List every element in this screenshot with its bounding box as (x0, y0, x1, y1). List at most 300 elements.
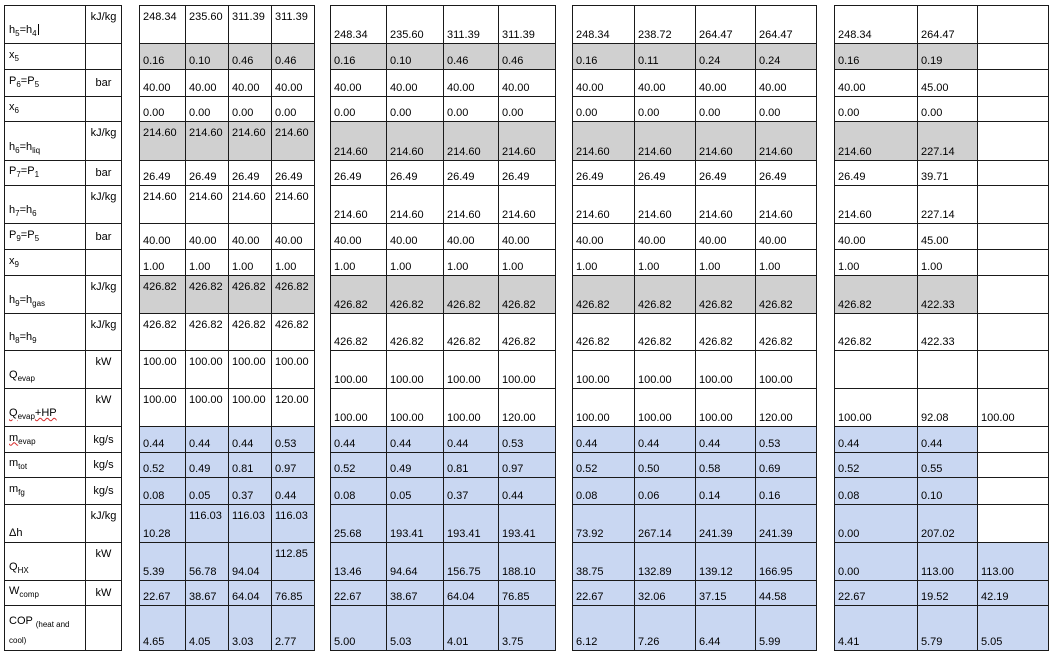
data-cell[interactable] (228, 313, 272, 351)
data-cell[interactable] (228, 350, 272, 389)
data-cell[interactable] (634, 452, 696, 478)
data-cell[interactable] (443, 43, 499, 70)
data-cell[interactable] (977, 542, 1049, 581)
data-cell[interactable] (917, 223, 978, 250)
data-cell[interactable] (695, 121, 756, 161)
row-label[interactable] (4, 5, 86, 44)
data-cell[interactable] (755, 313, 817, 351)
data-cell[interactable] (185, 542, 229, 581)
data-cell[interactable] (634, 275, 696, 314)
data-cell[interactable] (386, 580, 444, 606)
data-cell[interactable] (443, 477, 499, 505)
row-label[interactable] (4, 580, 86, 606)
data-cell[interactable] (755, 452, 817, 478)
data-cell[interactable] (330, 426, 387, 453)
unit-cell[interactable] (85, 223, 122, 250)
data-cell[interactable] (695, 160, 756, 186)
data-cell[interactable] (386, 185, 444, 224)
data-cell[interactable] (139, 426, 186, 453)
data-cell[interactable] (977, 69, 1049, 97)
row-label[interactable] (4, 96, 86, 122)
data-cell[interactable] (695, 605, 756, 651)
data-cell[interactable] (917, 5, 978, 44)
data-cell[interactable] (917, 426, 978, 453)
unit-cell[interactable] (85, 605, 122, 651)
data-cell[interactable] (572, 69, 635, 97)
data-cell[interactable] (185, 121, 229, 161)
data-cell[interactable] (330, 223, 387, 250)
data-cell[interactable] (386, 223, 444, 250)
data-cell[interactable] (917, 542, 978, 581)
data-cell[interactable] (386, 69, 444, 97)
data-cell[interactable] (386, 542, 444, 581)
row-label[interactable] (4, 350, 86, 389)
unit-cell[interactable] (85, 69, 122, 97)
data-cell[interactable] (498, 185, 556, 224)
data-cell[interactable] (185, 388, 229, 427)
data-cell[interactable] (634, 121, 696, 161)
unit-cell[interactable] (85, 5, 122, 44)
data-cell[interactable] (139, 542, 186, 581)
data-cell[interactable] (634, 477, 696, 505)
data-cell[interactable] (498, 69, 556, 97)
data-cell[interactable] (139, 249, 186, 276)
data-cell[interactable] (185, 580, 229, 606)
data-cell[interactable] (834, 96, 918, 122)
data-cell[interactable] (695, 350, 756, 389)
data-cell[interactable] (834, 542, 918, 581)
unit-cell[interactable] (85, 477, 122, 505)
data-cell[interactable] (139, 121, 186, 161)
data-cell[interactable] (185, 223, 229, 250)
data-cell[interactable] (572, 121, 635, 161)
data-cell[interactable] (185, 69, 229, 97)
row-label[interactable] (4, 223, 86, 250)
data-cell[interactable] (271, 426, 315, 453)
data-cell[interactable] (185, 96, 229, 122)
data-cell[interactable] (271, 43, 315, 70)
data-cell[interactable] (572, 96, 635, 122)
data-cell[interactable] (386, 504, 444, 543)
data-cell[interactable] (330, 160, 387, 186)
data-cell[interactable] (917, 275, 978, 314)
data-cell[interactable] (634, 249, 696, 276)
data-cell[interactable] (634, 96, 696, 122)
data-cell[interactable] (139, 580, 186, 606)
data-cell[interactable] (695, 249, 756, 276)
data-cell[interactable] (185, 185, 229, 224)
data-cell[interactable] (834, 388, 918, 427)
data-cell[interactable] (228, 388, 272, 427)
data-cell[interactable] (917, 504, 978, 543)
data-cell[interactable] (634, 43, 696, 70)
data-cell[interactable] (572, 580, 635, 606)
data-cell[interactable] (330, 388, 387, 427)
data-cell[interactable] (185, 313, 229, 351)
data-cell[interactable] (917, 185, 978, 224)
data-cell[interactable] (386, 43, 444, 70)
unit-cell[interactable] (85, 580, 122, 606)
data-cell[interactable] (695, 313, 756, 351)
data-cell[interactable] (139, 605, 186, 651)
data-cell[interactable] (977, 121, 1049, 161)
data-cell[interactable] (271, 121, 315, 161)
data-cell[interactable] (634, 542, 696, 581)
data-cell[interactable] (755, 223, 817, 250)
data-cell[interactable] (330, 185, 387, 224)
data-cell[interactable] (572, 223, 635, 250)
data-cell[interactable] (834, 43, 918, 70)
data-cell[interactable] (330, 542, 387, 581)
data-cell[interactable] (917, 605, 978, 651)
row-label[interactable] (4, 504, 86, 543)
data-cell[interactable] (977, 426, 1049, 453)
data-cell[interactable] (228, 43, 272, 70)
data-cell[interactable] (834, 5, 918, 44)
data-cell[interactable] (139, 477, 186, 505)
data-cell[interactable] (917, 121, 978, 161)
data-cell[interactable] (228, 160, 272, 186)
data-cell[interactable] (498, 160, 556, 186)
data-cell[interactable] (695, 504, 756, 543)
data-cell[interactable] (330, 452, 387, 478)
data-cell[interactable] (443, 223, 499, 250)
data-cell[interactable] (834, 275, 918, 314)
data-cell[interactable] (228, 580, 272, 606)
data-cell[interactable] (977, 223, 1049, 250)
data-cell[interactable] (498, 223, 556, 250)
data-cell[interactable] (917, 249, 978, 276)
data-cell[interactable] (271, 69, 315, 97)
data-cell[interactable] (977, 388, 1049, 427)
data-cell[interactable] (977, 96, 1049, 122)
data-cell[interactable] (139, 96, 186, 122)
data-cell[interactable] (917, 43, 978, 70)
data-cell[interactable] (139, 43, 186, 70)
data-cell[interactable] (755, 69, 817, 97)
data-cell[interactable] (185, 5, 229, 44)
data-cell[interactable] (443, 96, 499, 122)
data-cell[interactable] (695, 580, 756, 606)
data-cell[interactable] (271, 350, 315, 389)
data-cell[interactable] (271, 275, 315, 314)
data-cell[interactable] (139, 388, 186, 427)
data-cell[interactable] (755, 580, 817, 606)
data-cell[interactable] (228, 249, 272, 276)
data-cell[interactable] (695, 426, 756, 453)
data-cell[interactable] (139, 350, 186, 389)
data-cell[interactable] (386, 313, 444, 351)
unit-cell[interactable] (85, 388, 122, 427)
data-cell[interactable] (755, 43, 817, 70)
data-cell[interactable] (755, 185, 817, 224)
data-cell[interactable] (834, 185, 918, 224)
unit-cell[interactable] (85, 426, 122, 453)
data-cell[interactable] (634, 313, 696, 351)
data-cell[interactable] (634, 504, 696, 543)
data-cell[interactable] (977, 160, 1049, 186)
data-cell[interactable] (386, 388, 444, 427)
data-cell[interactable] (977, 185, 1049, 224)
data-cell[interactable] (977, 249, 1049, 276)
data-cell[interactable] (572, 275, 635, 314)
row-label[interactable] (4, 388, 86, 427)
data-cell[interactable] (917, 160, 978, 186)
data-cell[interactable] (634, 223, 696, 250)
unit-cell[interactable] (85, 313, 122, 351)
data-cell[interactable] (572, 313, 635, 351)
data-cell[interactable] (139, 160, 186, 186)
data-cell[interactable] (834, 477, 918, 505)
data-cell[interactable] (330, 5, 387, 44)
data-cell[interactable] (185, 350, 229, 389)
data-cell[interactable] (834, 313, 918, 351)
data-cell[interactable] (755, 542, 817, 581)
data-cell[interactable] (330, 504, 387, 543)
data-cell[interactable] (755, 477, 817, 505)
data-cell[interactable] (917, 350, 978, 389)
data-cell[interactable] (386, 249, 444, 276)
row-label[interactable] (4, 452, 86, 478)
data-cell[interactable] (498, 504, 556, 543)
data-cell[interactable] (917, 96, 978, 122)
data-cell[interactable] (917, 69, 978, 97)
data-cell[interactable] (271, 605, 315, 651)
data-cell[interactable] (330, 249, 387, 276)
data-cell[interactable] (977, 452, 1049, 478)
data-cell[interactable] (443, 160, 499, 186)
data-cell[interactable] (386, 275, 444, 314)
row-label[interactable] (4, 185, 86, 224)
data-cell[interactable] (498, 121, 556, 161)
data-cell[interactable] (498, 426, 556, 453)
data-cell[interactable] (443, 542, 499, 581)
data-cell[interactable] (834, 160, 918, 186)
data-cell[interactable] (228, 185, 272, 224)
row-label[interactable] (4, 477, 86, 505)
data-cell[interactable] (271, 313, 315, 351)
data-cell[interactable] (185, 504, 229, 543)
data-cell[interactable] (572, 388, 635, 427)
data-cell[interactable] (228, 275, 272, 314)
data-cell[interactable] (755, 5, 817, 44)
unit-cell[interactable] (85, 43, 122, 70)
data-cell[interactable] (977, 477, 1049, 505)
data-cell[interactable] (572, 185, 635, 224)
data-cell[interactable] (695, 223, 756, 250)
data-cell[interactable] (498, 5, 556, 44)
data-cell[interactable] (977, 605, 1049, 651)
data-cell[interactable] (834, 350, 918, 389)
data-cell[interactable] (834, 426, 918, 453)
data-cell[interactable] (917, 477, 978, 505)
data-cell[interactable] (386, 96, 444, 122)
row-label[interactable] (4, 605, 86, 651)
data-cell[interactable] (443, 452, 499, 478)
data-cell[interactable] (498, 477, 556, 505)
data-cell[interactable] (755, 426, 817, 453)
data-cell[interactable] (330, 43, 387, 70)
data-cell[interactable] (572, 477, 635, 505)
data-cell[interactable] (443, 388, 499, 427)
data-cell[interactable] (139, 185, 186, 224)
data-cell[interactable] (139, 223, 186, 250)
data-cell[interactable] (572, 350, 635, 389)
row-label[interactable] (4, 313, 86, 351)
data-cell[interactable] (498, 96, 556, 122)
data-cell[interactable] (271, 542, 315, 581)
data-cell[interactable] (185, 43, 229, 70)
data-cell[interactable] (443, 69, 499, 97)
data-cell[interactable] (498, 350, 556, 389)
data-cell[interactable] (977, 580, 1049, 606)
unit-cell[interactable] (85, 504, 122, 543)
data-cell[interactable] (185, 275, 229, 314)
data-cell[interactable] (228, 5, 272, 44)
data-cell[interactable] (834, 504, 918, 543)
data-cell[interactable] (271, 452, 315, 478)
data-cell[interactable] (977, 350, 1049, 389)
data-cell[interactable] (443, 275, 499, 314)
data-cell[interactable] (755, 275, 817, 314)
data-cell[interactable] (139, 69, 186, 97)
data-cell[interactable] (498, 388, 556, 427)
data-cell[interactable] (271, 5, 315, 44)
data-cell[interactable] (139, 504, 186, 543)
data-cell[interactable] (695, 43, 756, 70)
data-cell[interactable] (330, 350, 387, 389)
unit-cell[interactable] (85, 121, 122, 161)
data-cell[interactable] (755, 504, 817, 543)
data-cell[interactable] (755, 605, 817, 651)
data-cell[interactable] (443, 350, 499, 389)
data-cell[interactable] (228, 477, 272, 505)
data-cell[interactable] (271, 160, 315, 186)
data-cell[interactable] (834, 69, 918, 97)
data-cell[interactable] (634, 426, 696, 453)
data-cell[interactable] (634, 388, 696, 427)
row-label[interactable] (4, 426, 86, 453)
data-cell[interactable] (977, 43, 1049, 70)
unit-cell[interactable] (85, 160, 122, 186)
data-cell[interactable] (443, 249, 499, 276)
row-label[interactable] (4, 249, 86, 276)
unit-cell[interactable] (85, 542, 122, 581)
data-cell[interactable] (386, 426, 444, 453)
data-cell[interactable] (695, 542, 756, 581)
data-cell[interactable] (443, 605, 499, 651)
data-cell[interactable] (917, 388, 978, 427)
data-cell[interactable] (386, 121, 444, 161)
data-cell[interactable] (228, 121, 272, 161)
data-cell[interactable] (443, 121, 499, 161)
data-cell[interactable] (498, 275, 556, 314)
unit-cell[interactable] (85, 452, 122, 478)
data-cell[interactable] (917, 452, 978, 478)
data-cell[interactable] (634, 160, 696, 186)
data-cell[interactable] (572, 43, 635, 70)
unit-cell[interactable] (85, 96, 122, 122)
data-cell[interactable] (917, 313, 978, 351)
data-cell[interactable] (755, 249, 817, 276)
data-cell[interactable] (634, 580, 696, 606)
data-cell[interactable] (139, 452, 186, 478)
data-cell[interactable] (498, 452, 556, 478)
data-cell[interactable] (330, 580, 387, 606)
data-cell[interactable] (271, 477, 315, 505)
data-cell[interactable] (498, 313, 556, 351)
data-cell[interactable] (634, 69, 696, 97)
data-cell[interactable] (386, 452, 444, 478)
data-cell[interactable] (228, 223, 272, 250)
data-cell[interactable] (386, 350, 444, 389)
data-cell[interactable] (834, 121, 918, 161)
row-label[interactable] (4, 121, 86, 161)
data-cell[interactable] (834, 223, 918, 250)
data-cell[interactable] (572, 542, 635, 581)
data-cell[interactable] (139, 275, 186, 314)
data-cell[interactable] (755, 160, 817, 186)
data-cell[interactable] (572, 249, 635, 276)
data-cell[interactable] (386, 160, 444, 186)
data-cell[interactable] (498, 580, 556, 606)
data-cell[interactable] (695, 5, 756, 44)
data-cell[interactable] (443, 5, 499, 44)
data-cell[interactable] (271, 504, 315, 543)
data-cell[interactable] (271, 249, 315, 276)
data-cell[interactable] (386, 605, 444, 651)
data-cell[interactable] (755, 350, 817, 389)
data-cell[interactable] (330, 275, 387, 314)
data-cell[interactable] (330, 313, 387, 351)
data-cell[interactable] (834, 605, 918, 651)
data-cell[interactable] (330, 96, 387, 122)
data-cell[interactable] (917, 580, 978, 606)
data-cell[interactable] (572, 426, 635, 453)
row-label[interactable] (4, 69, 86, 97)
data-cell[interactable] (330, 477, 387, 505)
data-cell[interactable] (498, 43, 556, 70)
data-cell[interactable] (572, 160, 635, 186)
data-cell[interactable] (185, 477, 229, 505)
data-cell[interactable] (695, 185, 756, 224)
data-cell[interactable] (443, 580, 499, 606)
row-label[interactable] (4, 542, 86, 581)
data-cell[interactable] (443, 426, 499, 453)
data-cell[interactable] (834, 452, 918, 478)
data-cell[interactable] (572, 452, 635, 478)
data-cell[interactable] (185, 452, 229, 478)
unit-cell[interactable] (85, 350, 122, 389)
data-cell[interactable] (228, 605, 272, 651)
data-cell[interactable] (228, 452, 272, 478)
data-cell[interactable] (271, 388, 315, 427)
data-cell[interactable] (330, 69, 387, 97)
data-cell[interactable] (228, 69, 272, 97)
data-cell[interactable] (572, 504, 635, 543)
data-cell[interactable] (185, 160, 229, 186)
unit-cell[interactable] (85, 275, 122, 314)
data-cell[interactable] (977, 504, 1049, 543)
data-cell[interactable] (695, 275, 756, 314)
data-cell[interactable] (498, 249, 556, 276)
data-cell[interactable] (572, 5, 635, 44)
data-cell[interactable] (755, 388, 817, 427)
unit-cell[interactable] (85, 249, 122, 276)
data-cell[interactable] (977, 313, 1049, 351)
data-cell[interactable] (695, 452, 756, 478)
data-cell[interactable] (185, 426, 229, 453)
